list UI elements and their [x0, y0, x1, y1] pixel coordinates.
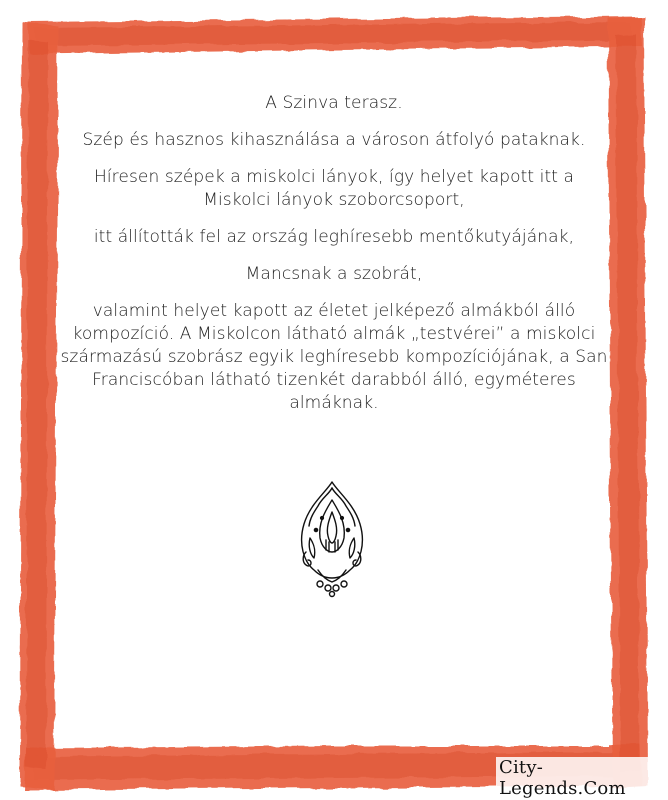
- paragraph: Mancsnak a szobrát,: [245, 264, 423, 284]
- folk-ornament-icon: [296, 478, 368, 598]
- paragraph: itt állították fel az ország leghíresebb mentőkutyájának,: [93, 227, 575, 247]
- paragraph: Szép és hasznos kihasználása a városon átfolyó pataknak.: [82, 130, 586, 150]
- paragraph: Híresen szépek a miskolci lányok, így helyet kapott itt a Miskolci lányok szoborcsoport,: [93, 167, 575, 210]
- paragraph: valamint helyet kapott az életet jelképező almákból álló kompozíció. A Miskolcon látható almák „testvérei” a miskolci származású szobrász egyik leghíresebb kompozíciójának, a San Franciscóban látható tizenkét darabból álló, egyméteres almáknak.: [60, 301, 608, 413]
- site-watermark: City-Legends.Com: [496, 757, 668, 799]
- paragraph-title: A Szinva terasz.: [265, 93, 403, 113]
- text-block: [60, 92, 608, 429]
